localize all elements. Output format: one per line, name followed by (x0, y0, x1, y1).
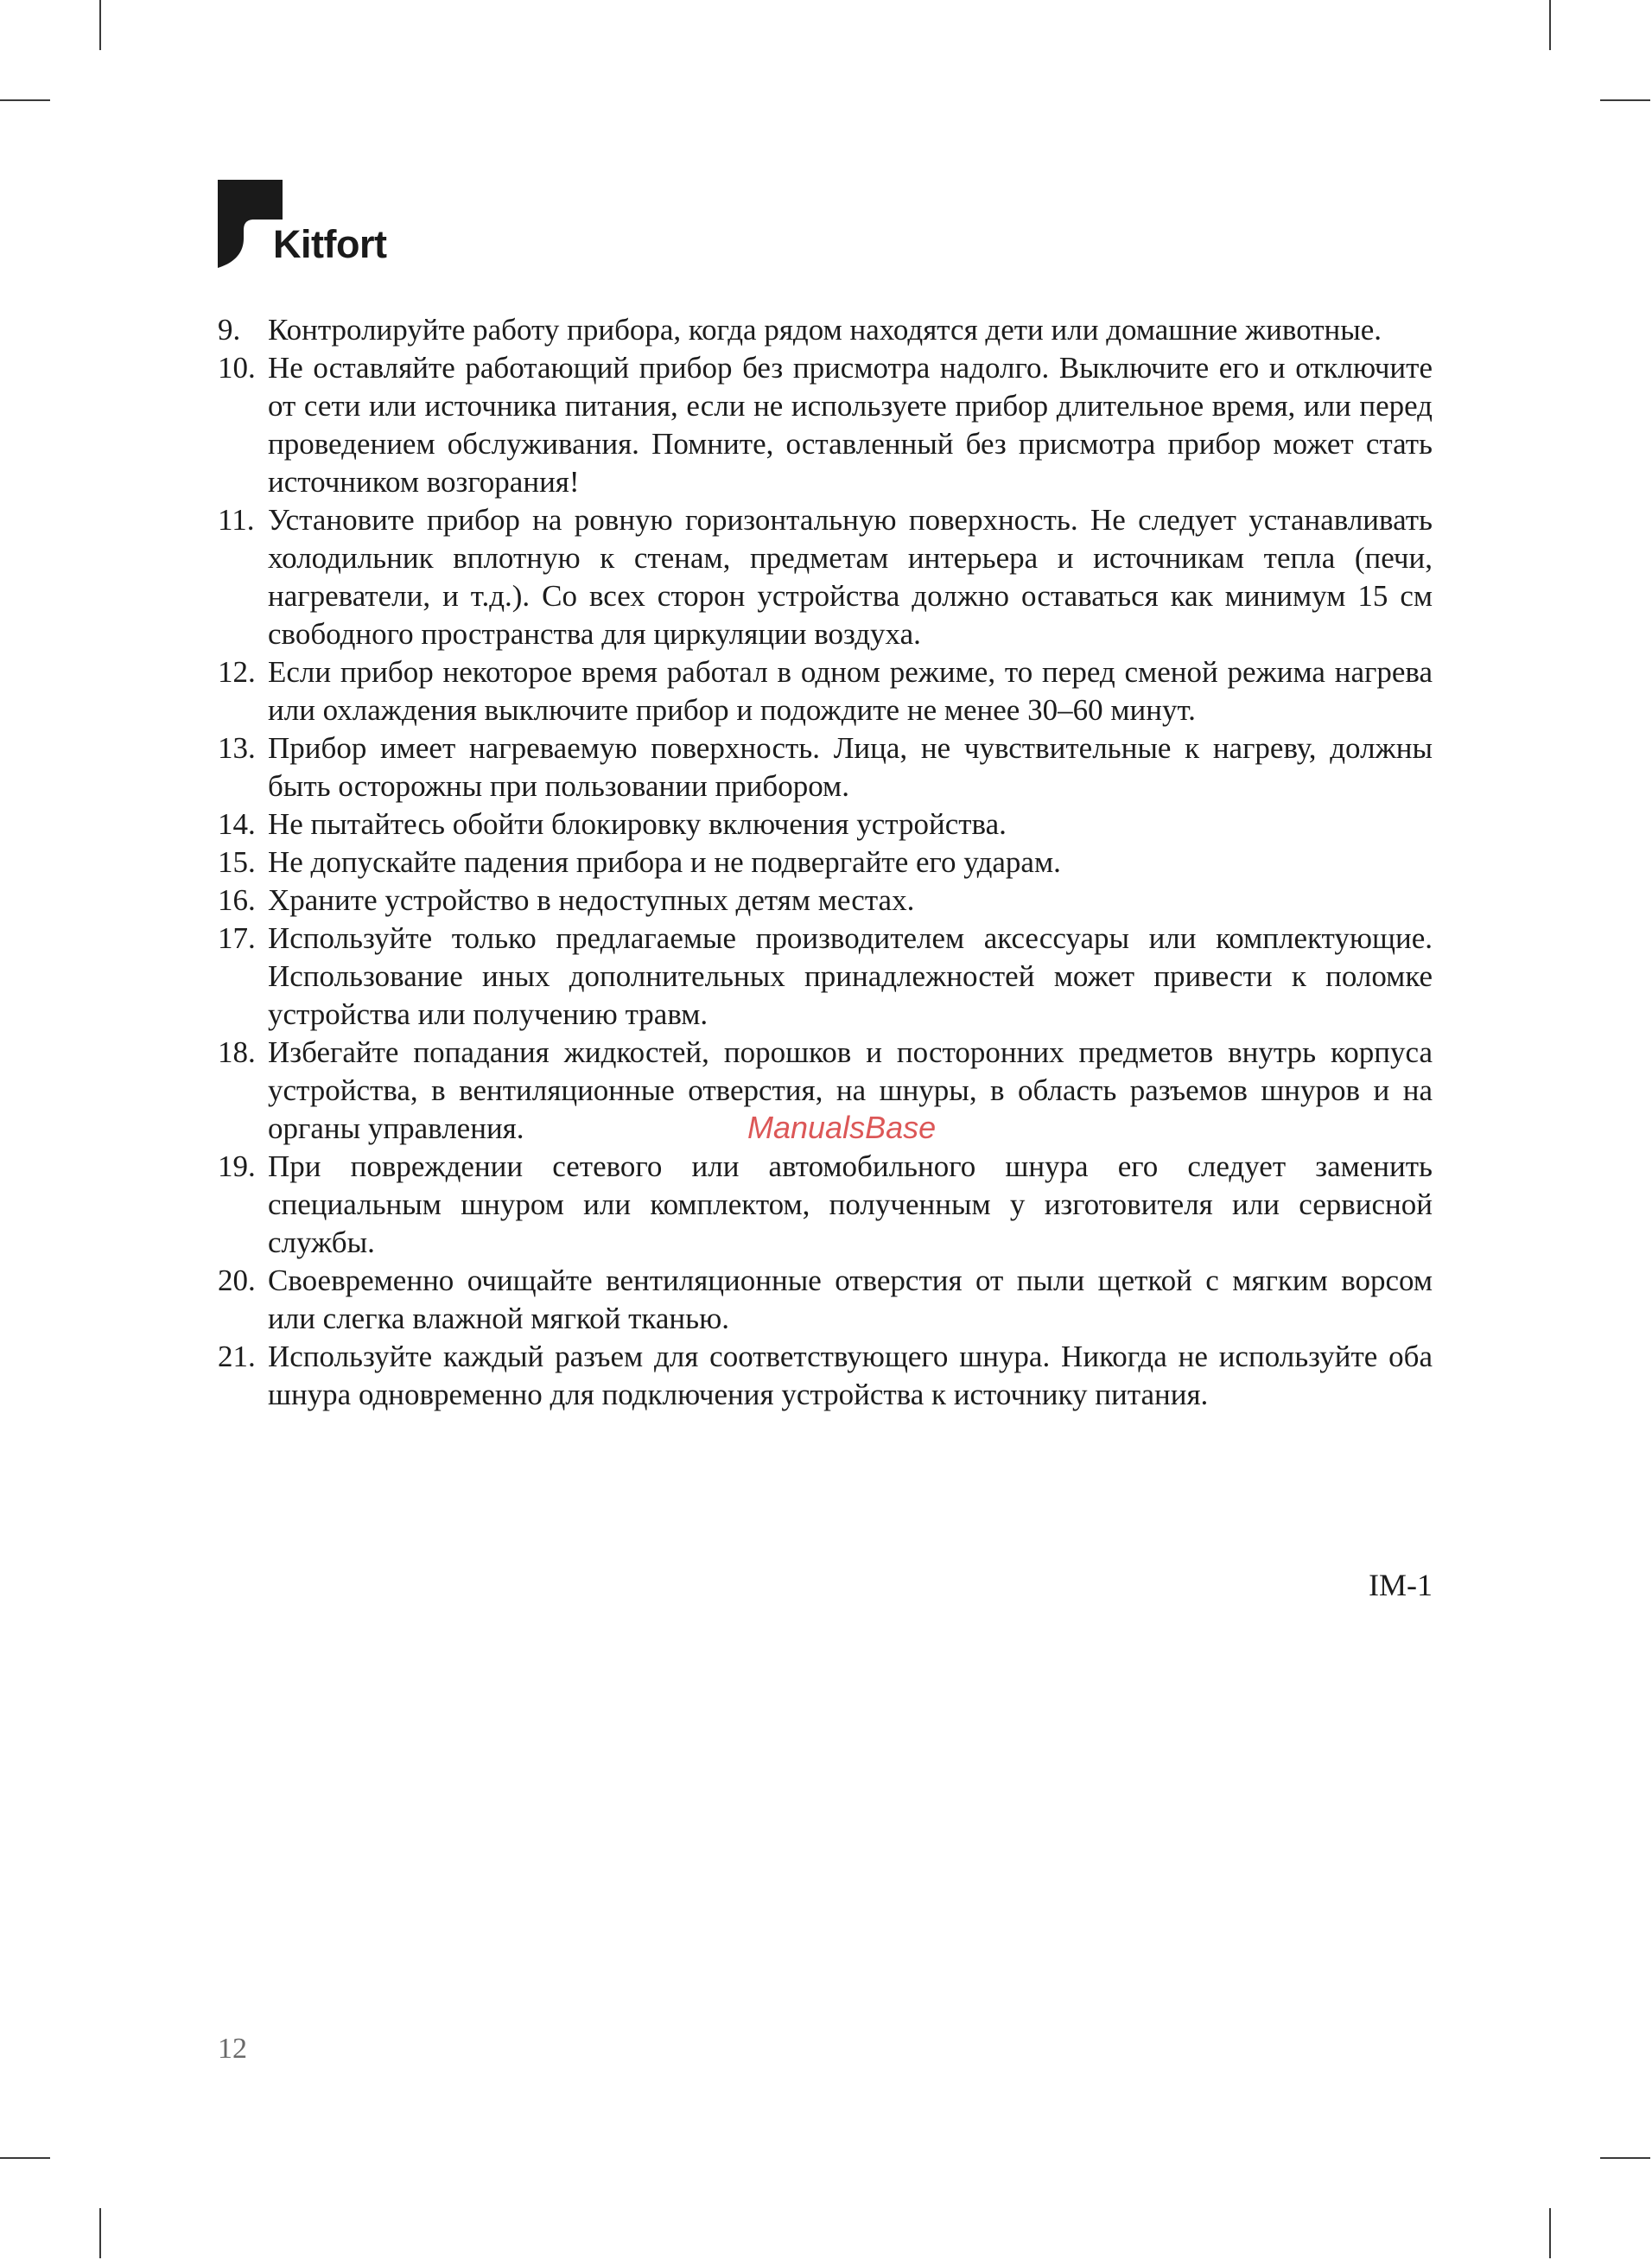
list-item-number: 10. (218, 351, 256, 385)
crop-mark-right-top (1600, 99, 1650, 101)
list-item-number: 9. (218, 313, 241, 347)
list-item (218, 882, 1433, 920)
page-number: 12 (218, 2033, 247, 2065)
crop-mark-bottom-right (1549, 2208, 1551, 2258)
list-item-text: Своевременно очищайте вентиляционные отверстия от пыли щеткой с мягким ворсом или слегка влажной мягкой тканью. (268, 1264, 1433, 1335)
crop-mark-left-top (0, 99, 50, 101)
list-item-text: Храните устройство в недоступных детям местах. (268, 883, 915, 917)
list-item-text: Не допускайте падения прибора и не подвергайте его ударам. (268, 845, 1061, 879)
crop-mark-top-left (99, 0, 101, 50)
list-item (218, 1034, 1433, 1148)
list-item-number: 11. (218, 503, 255, 537)
crop-mark-left-bottom (0, 2157, 50, 2159)
list-item-number: 15. (218, 845, 256, 879)
list-item-text: Прибор имеет нагреваемую поверхность. Лица, не чувствительные к нагреву, должны быть осторожны при пользовании прибором. (268, 731, 1433, 803)
document-code: IM-1 (1369, 1568, 1433, 1602)
list-item-text: Используйте каждый разъем для соответствующего шнура. Никогда не используйте оба шнура одновременно для подключения устройства к источнику питания. (268, 1340, 1433, 1411)
list-item (218, 653, 1433, 729)
list-item-number: 13. (218, 731, 256, 765)
list-item (218, 311, 1433, 349)
list-item-number: 16. (218, 883, 256, 917)
list-item-text: Избегайте попадания жидкостей, порошков и посторонних предметов внутрь корпуса устройства, в вентиляционные отверстия, на шнуры, в область разъемов шнуров и на органы управления. (268, 1035, 1433, 1145)
list-item-number: 12. (218, 655, 256, 689)
list-item-number: 18. (218, 1035, 256, 1069)
watermark: ManualsBase (747, 1110, 937, 1145)
rules-list (218, 311, 1433, 1414)
list-item-number: 17. (218, 921, 256, 955)
list-item (218, 805, 1433, 844)
list-item-text: Не оставляйте работающий прибор без присмотра надолго. Выключите его и отключите от сети или источника питания, если не используете прибор длительное время, или перед проведением обслуживания. Помните, оставленный без присмотра прибор может стать источником возгорания! (268, 351, 1433, 499)
list-item-text: Контролируйте работу прибора, когда рядом находятся дети или домашние животные. (268, 313, 1382, 347)
list-item (218, 844, 1433, 882)
list-item-text: Не пытайтесь обойти блокировку включения устройства. (268, 807, 1007, 841)
list-item-text: При повреждении сетевого или автомобильного шнура его следует заменить специальным шнуром или комплектом, полученным у изготовителя или сервисной службы. (268, 1149, 1433, 1259)
list-item (218, 349, 1433, 501)
list-item (218, 1338, 1433, 1414)
crop-mark-bottom-left (99, 2208, 101, 2258)
list-item (218, 1262, 1433, 1338)
list-item-number: 20. (218, 1264, 256, 1297)
list-item (218, 501, 1433, 653)
list-item-text: Установите прибор на ровную горизонтальную поверхность. Не следует устанавливать холодильник вплотную к стенам, предметам интерьера и источникам тепла (печи, нагреватели, и т.д.). Со всех сторон устройства должно оставаться как минимум 15 см свободного пространства для циркуляции воздуха. (268, 503, 1433, 651)
brand-logo (218, 180, 408, 271)
list-item-number: 21. (218, 1340, 256, 1373)
list-item (218, 729, 1433, 805)
list-item-text: Используйте только предлагаемые производителем аксессуары или комплектующие. Использование иных дополнительных принадлежностей может привести к поломке устройства или получению травм. (268, 921, 1433, 1031)
list-item-number: 14. (218, 807, 256, 841)
list-item-text: Если прибор некоторое время работал в одном режиме, то перед сменой режима нагрева или охлаждения выключите прибор и подождите не менее 30–60 минут. (268, 655, 1433, 727)
crop-mark-right-bottom (1600, 2157, 1650, 2159)
crop-mark-top-right (1549, 0, 1551, 50)
list-item-number: 19. (218, 1149, 256, 1183)
safety-instructions (218, 311, 1433, 1414)
brand-name: Kitfort (273, 222, 387, 266)
list-item (218, 920, 1433, 1034)
list-item (218, 1148, 1433, 1262)
